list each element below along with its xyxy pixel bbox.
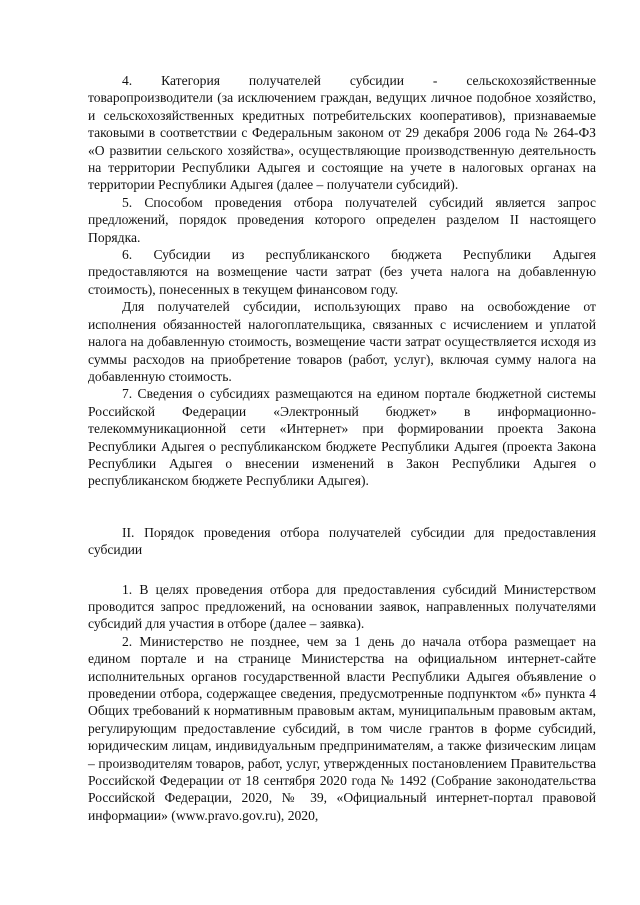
paragraph-4: 4. Категория получателей субсидии - сельскохозяйственные товаропроизводители (за исключением граждан, ведущих личное подобное хозяйство, и сельскохозяйственных кредитных потребительских кооперативов), признаваемые таковыми в соответствии с Федеральным законом от 29 декабря 2006 года № 264-ФЗ «О развитии сельского хозяйства», осуществляющие производственную деятельность на территории Республики Адыгея и состоящие на учете в налоговых органах на территории Республики Адыгея (далее – получатели субсидий). <box>88 73 596 193</box>
section-2-paragraph-1: 1. В целях проведения отбора для предоставления субсидий Министерством проводится запрос предложений, на основании заявок, направленных получателями субсидий для участия в отборе (далее – заявка). <box>88 581 596 632</box>
paragraph-6: 6. Субсидии из республиканского бюджета Республики Адыгея предоставляются на возмещение части затрат (без учета налога на добавленную стоимость), понесенных в текущем финансовом году. <box>88 247 596 297</box>
heading-spacer <box>88 559 596 581</box>
document-page <box>88 72 596 824</box>
paragraph-5: 5. Способом проведения отбора получателей субсидий является запрос предложений, порядок проведения которого определен разделом II настоящего Порядка. <box>88 194 596 245</box>
section-2-heading: II. Порядок проведения отбора получателей субсидии для предоставления субсидии <box>88 524 596 558</box>
section-spacer <box>88 490 596 524</box>
paragraph-6-vat: Для получателей субсидии, использующих право на освобождение от исполнения обязанностей налогоплательщика, связанных с исчислением и уплатой налога на добавленную стоимость, возмещение части затрат осуществляется исходя из суммы расходов на приобретение товаров (работ, услуг), включая сумму налога на добавленную стоимость. <box>88 299 596 384</box>
section-2-paragraph-2: 2. Министерство не позднее, чем за 1 день до начала отбора размещает на едином портале и на странице Министерства на официальном интернет-сайте исполнительных органов государственной власти Республики Адыгея объявление о проведении отбора, содержащее сведения, предусмотренные подпунктом «б» пункта 4 Общих требований к нормативным правовым актам, муниципальным правовым актам, регулирующим предоставление субсидий, в том числе грантов в форме субсидий, юридическим лицам, индивидуальным предпринимателям, а также физическим лицам – производителям товаров, работ, услуг, утвержденных постановлением Правительства Российской Федерации от 18 сентября 2020 года № 1492 (Собрание законодательства Российской Федерации, 2020, № 39, «Официальный интернет-портал правовой информации» (www.pravo.gov.ru), 2020, <box>88 633 596 823</box>
paragraph-7: 7. Сведения о субсидиях размещаются на едином портале бюджетной системы Российской Федерации «Электронный бюджет» в информационно-телекоммуникационной сети «Интернет» при формировании проекта Закона Республики Адыгея о республиканском бюджете Республики Адыгея (проекта Закона Республики Адыгея о внесении изменений в Закон Республики Адыгея о республиканском бюджете Республики Адыгея). <box>88 386 596 489</box>
